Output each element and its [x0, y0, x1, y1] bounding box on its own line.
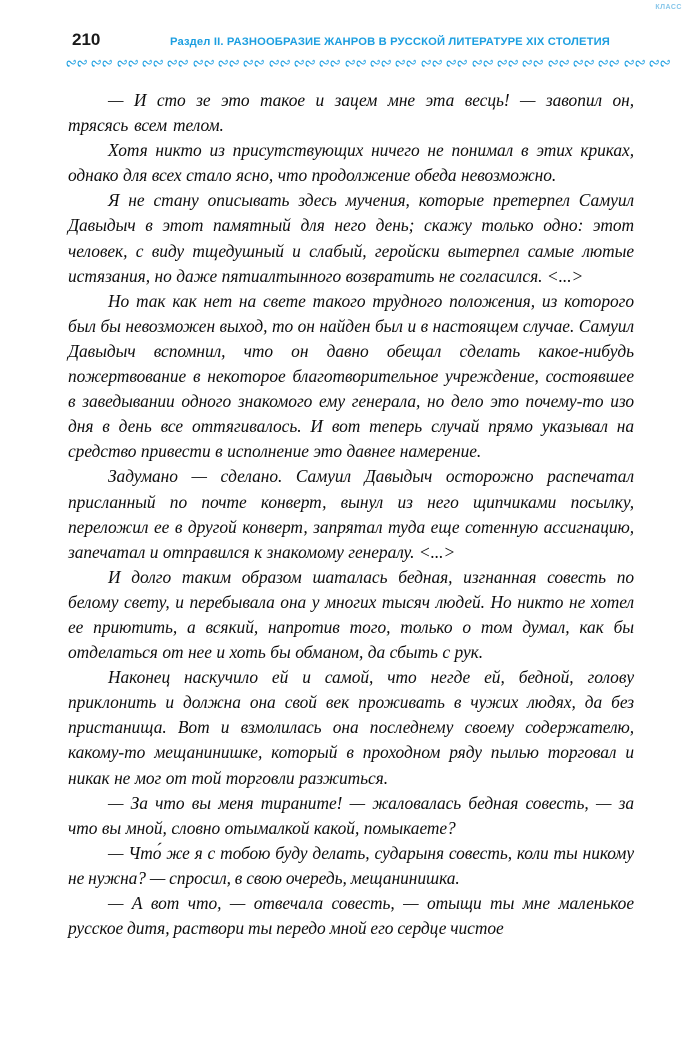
- wave-ornament-icon: [167, 59, 188, 68]
- wave-ornament-icon: [548, 59, 569, 68]
- page-number: 210: [72, 30, 101, 49]
- running-head: [72, 30, 682, 52]
- paragraph: Но так как нет на свете такого трудного положения, из которого был бы невозможен выход, то он найден был и в настоящем случае. Самуил Давыдыч вспомнил, что он давно обещал сделать какое-нибудь пожертвование в некоторое благотворительное учреждение, состоявшее в заведывании одного знакомого ему генерала, но дело это почему-то изо дня в день все оттягивалось. И вот теперь случай прямо указывал на средство привести в исполнение это давнее намерение.: [68, 290, 634, 462]
- wave-ornament-icon: [193, 59, 214, 68]
- wave-ornament-icon: [243, 59, 264, 68]
- decorative-wave-rule: [66, 56, 670, 70]
- wave-ornament-icon: [91, 59, 112, 68]
- wave-ornament-icon: [446, 59, 467, 68]
- paragraph: И долго таким образом шаталась бедная, изгнанная совесть по белому свету, и перебывала она у многих тысяч людей. Но никто не хотел ее приютить, а всякий, напротив того, только о том думал, как бы отделаться от нее и хоть бы обманом, да сбыть с рук.: [68, 566, 634, 663]
- running-head-title: Раздел II. РАЗНООБРАЗИЕ ЖАНРОВ В РУССКОЙ ЛИТЕРАТУРЕ XIX СТОЛЕТИЯ: [170, 36, 611, 48]
- paragraph: Наконец наскучило ей и самой, что негде ей, бедной, голову приклонить и должна она свой век проживать в чужих людях, да без пристанища. Вот и взмолилась она последнему своему содержателю, какому-то мещанинишке, который в проходном ряду пылью торговал и никак не мог от той торговли разжиться.: [68, 667, 634, 788]
- paragraph: Хотя никто из присутствующих ничего не понимал в этих криках, однако для всех стало ясно, что продолжение обеда невозможно.: [68, 140, 634, 186]
- wave-ornament-icon: [395, 59, 416, 68]
- wave-ornament-icon: [269, 59, 290, 68]
- wave-ornament-icon: [573, 59, 594, 68]
- wave-ornament-icon: [598, 59, 619, 68]
- wave-ornament-icon: [522, 59, 543, 68]
- wave-ornament-icon: [319, 59, 340, 68]
- paragraph: — А вот что, — отвечала совесть, — отыщи ты мне маленькое русское дитя, раствори ты передо мной его сердце чистое: [68, 893, 634, 939]
- wave-ornament-icon: [117, 59, 138, 68]
- wave-ornament-icon: [649, 59, 670, 68]
- wave-ornament-icon: [345, 59, 366, 68]
- body-text-block: [68, 88, 634, 941]
- paragraph: — Что́ же я с тобою буду делать, сударыня совесть, коли ты никому не нужна? — спросил, в свою очередь, мещанинишка.: [68, 842, 634, 888]
- wave-ornament-icon: [497, 59, 518, 68]
- paragraph: Задумано — сделано. Самуил Давыдыч осторожно распечатал присланный по почте конверт, вынул из него щипчиками посылку, переложил ее в другой конверт, запрятал туда еще сотенную ассигнацию, запечатал и отправился к знакомому генералу. <...>: [68, 466, 634, 562]
- wave-ornament-icon: [142, 59, 163, 68]
- wave-ornament-icon: [218, 59, 239, 68]
- wave-ornament-icon: [66, 59, 87, 68]
- corner-mark: КЛАСС: [655, 4, 682, 11]
- wave-ornament-icon: [472, 59, 493, 68]
- paragraph: — За что вы меня тираните! — жаловалась бедная совесть, — за что вы мной, словно отымалкой какой, помыкаете?: [68, 792, 634, 838]
- wave-ornament-icon: [421, 59, 442, 68]
- wave-ornament-icon: [370, 59, 391, 68]
- wave-ornament-icon: [294, 59, 315, 68]
- paragraph: — И сто зе это такое и зацем мне эта весць! — завопил он, трясясь всем телом.: [68, 90, 634, 136]
- paragraph: Я не стану описывать здесь мучения, которые претерпел Самуил Давыдыч в этот памятный для него день; скажу только одно: этот человек, с виду тщедушный и слабый, геройски вытерпел самые лютые истязания, но даже пятиалтынного возвратить не согласился. <...>: [68, 190, 634, 286]
- wave-ornament-icon: [624, 59, 645, 68]
